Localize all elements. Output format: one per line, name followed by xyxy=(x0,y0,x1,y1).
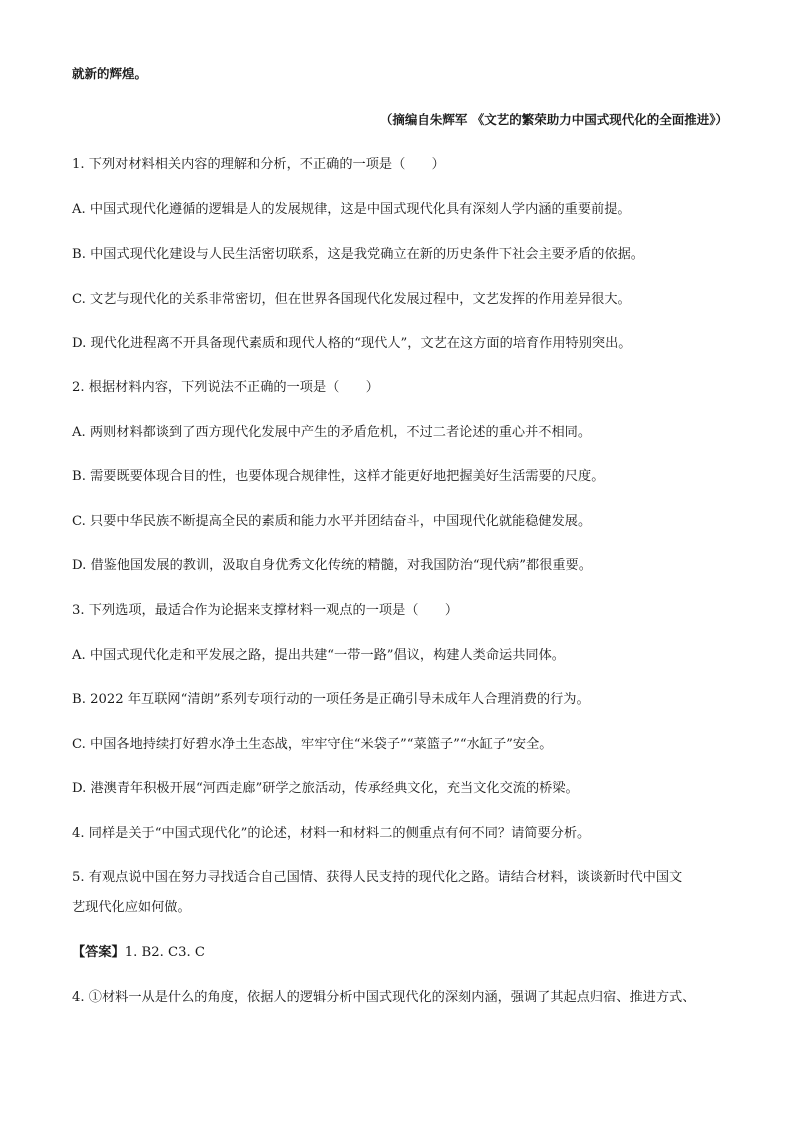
answer-4-line-1: 4. ①材料一从是什么的角度，依据人的逻辑分析中国式现代化的深刻内涵，强调了其起点归宿、推进方式、 xyxy=(72,990,696,1005)
intro-tail: 就新的辉煌。 xyxy=(72,66,148,81)
question-5-line-2: 艺现代化应如何做。 xyxy=(72,900,191,915)
question-1-option-a: A. 中国式现代化遵循的逻辑是人的发展规律，这是中国式现代化具有深刻人学内涵的重要前提。 xyxy=(72,202,631,217)
question-3-option-b: B. 2022 年互联网“清朗”系列专项行动的一项任务是正确引导未成年人合理消费的行为。 xyxy=(72,692,590,707)
answer-text: 1. B2. C3. C xyxy=(124,945,205,960)
question-3-option-c: C. 中国各地持续打好碧水净土生态战，牢牢守住“米袋子”“菜篮子”“水缸子”安全。 xyxy=(72,737,553,752)
answer-label: 【答案】 xyxy=(72,945,125,960)
question-1-option-c: C. 文艺与现代化的关系非常密切，但在世界各国现代化发展过程中，文艺发挥的作用差异很大。 xyxy=(72,292,631,307)
question-3-option-d: D. 港澳青年积极开展“河西走廊”研学之旅活动，传承经典文化，充当文化交流的桥梁。 xyxy=(72,781,579,796)
question-2-option-d: D. 借鉴他国发展的教训，汲取自身优秀文化传统的精髓，对我国防治“现代病”都很重要。 xyxy=(72,558,592,573)
question-5-line-1: 5. 有观点说中国在努力寻找适合自己国情、获得人民支持的现代化之路。请结合材料，谈谈新时代中国文 xyxy=(72,870,683,885)
source-citation: （摘编自朱辉军 《文艺的繁荣助力中国式现代化的全面推进》） xyxy=(379,112,728,127)
question-4: 4. 同样是关于“中国式现代化”的论述，材料一和材料二的侧重点有何不同？请简要分析。 xyxy=(72,826,591,841)
question-1-option-d: D. 现代化进程离不开具备现代素质和现代人格的“现代人”，文艺在这方面的培育作用特别突出。 xyxy=(72,336,632,351)
question-1-stem: 1. 下列对材料相关内容的理解和分析，不正确的一项是（ ） xyxy=(72,157,445,172)
question-1-option-b: B. 中国式现代化建设与人民生活密切联系，这是我党确立在新的历史条件下社会主要矛盾的依据。 xyxy=(72,247,644,262)
question-3-stem: 3. 下列选项，最适合作为论据来支撑材料一观点的一项是（ ） xyxy=(72,603,459,618)
question-2-option-b: B. 需要既要体现合目的性，也要体现合规律性，这样才能更好地把握美好生活需要的尺度。 xyxy=(72,469,605,484)
question-2-option-c: C. 只要中华民族不断提高全民的素质和能力水平并团结奋斗，中国现代化就能稳健发展。 xyxy=(72,514,592,529)
question-2-stem: 2. 根据材料内容，下列说法不正确的一项是（ ） xyxy=(72,380,379,395)
question-2-option-a: A. 两则材料都谈到了西方现代化发展中产生的矛盾危机，不过二者论述的重心并不相同。 xyxy=(72,425,592,440)
question-3-option-a: A. 中国式现代化走和平发展之路，提出共建“一带一路”倡议，构建人类命运共同体。 xyxy=(72,648,565,663)
answer-line xyxy=(72,943,734,963)
